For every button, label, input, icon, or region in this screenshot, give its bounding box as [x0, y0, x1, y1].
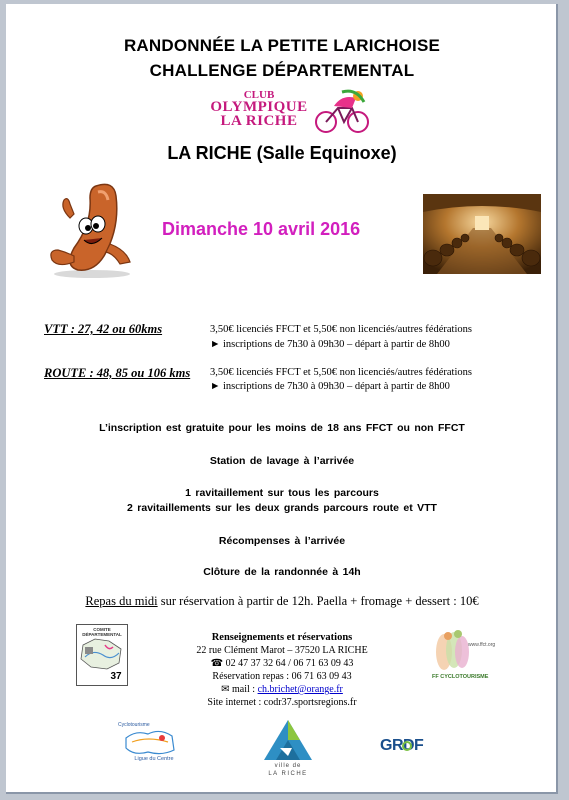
ligue-du-centre-logo	[118, 722, 184, 766]
supply-note-2: 2 ravitaillements sur les deux grands parcours route et VTT	[127, 502, 437, 514]
ville-logo-text2: LA RICHE	[268, 771, 308, 777]
club-olympique-logo	[184, 88, 384, 136]
ffct-url: www.ffct.org	[468, 642, 496, 648]
ligue-map-icon	[122, 728, 178, 756]
contact-block	[156, 631, 408, 709]
club-logo-line3: LA RICHE	[220, 113, 298, 129]
contact-mail-link[interactable]: ch.brichet@orange.fr	[257, 684, 343, 695]
wash-station-note: Station de lavage à l’arrivée	[209, 455, 355, 467]
grdf-logo	[380, 737, 440, 765]
free-registration-note: L’inscription est gratuite pour les moins de 18 ans FFCT ou non FFCT	[99, 422, 465, 434]
comite-departemental-logo	[76, 624, 128, 686]
ffct-logo	[428, 628, 498, 686]
grdf-text: GRDF	[380, 737, 424, 754]
wine-cellar-photo	[423, 194, 541, 274]
lunch-text: sur réservation à partir de 12h. Paella + fromage + dessert : 10€	[157, 594, 479, 608]
ffct-text: FF CYCLOTOURISME	[432, 674, 489, 680]
contact-heading: Renseignements et réservations	[211, 632, 353, 643]
document-page	[6, 4, 558, 794]
vtt-route-label: VTT : 27, 42 ou 60kms	[44, 322, 163, 336]
comite-map-icon	[79, 637, 125, 671]
contact-address: 22 rue Clément Marot – 37520 LA RICHE	[196, 645, 368, 656]
road-price-line: 3,50€ licenciés FFCT et 5,50€ non licenciés/autres fédérations	[210, 367, 472, 378]
venue-title: LA RICHE (Salle Equinoxe)	[167, 143, 397, 163]
event-date: Dimanche 10 avril 2016	[162, 219, 361, 239]
grdf-circle-icon	[402, 741, 412, 751]
closing-time-note: Clôture de la randonnée à 14h	[203, 566, 361, 578]
road-schedule-line: ► inscriptions de 7h30 à 09h30 – départ à partir de 8h00	[210, 381, 450, 392]
contact-lunch-phone: Réservation repas : 06 71 63 09 43	[212, 671, 352, 682]
vtt-schedule-line: ► inscriptions de 7h30 à 09h30 – départ à partir de 8h00	[210, 339, 450, 350]
title-line-1: RANDONNÉE LA PETITE LARICHOISE	[123, 36, 441, 55]
title-line-2: CHALLENGE DÉPARTEMENTAL	[149, 61, 415, 80]
ville-la-riche-logo	[258, 718, 318, 782]
club-logo-line2: OLYMPIQUE	[210, 99, 308, 115]
rewards-note: Récompenses à l’arrivée	[218, 535, 346, 547]
comite-logo-number: 37	[110, 671, 122, 682]
club-logo-line1: CLUB	[243, 89, 275, 101]
vtt-price-line: 3,50€ licenciés FFCT et 5,50€ non licenciés/autres fédérations	[210, 324, 472, 335]
contact-mail-label: ✉ mail :	[221, 684, 258, 695]
ville-triangle-icon	[262, 718, 314, 762]
lunch-line	[6, 594, 558, 609]
ffct-cyclists-icon	[430, 628, 474, 674]
cyclist-icon	[312, 88, 372, 134]
lunch-label: Repas du midi	[85, 594, 158, 608]
contact-website: Site internet : codr37.sportsregions.fr	[207, 697, 357, 708]
supply-note-1: 1 ravitaillement sur tous les parcours	[185, 487, 379, 499]
ligue-logo-text1: Cyclotourisme	[118, 722, 150, 728]
contact-phone: ☎ 02 47 37 32 64 / 06 71 63 09 43	[210, 658, 354, 669]
ville-logo-text1: ville de	[274, 763, 302, 769]
road-route-label: ROUTE : 48, 85 ou 106 kms	[44, 366, 191, 380]
sausage-mascot-icon	[34, 178, 136, 280]
comite-logo-text: COMITE DÉPARTEMENTAL	[82, 627, 122, 637]
ligue-logo-text2: Ligue du Centre	[134, 756, 174, 762]
